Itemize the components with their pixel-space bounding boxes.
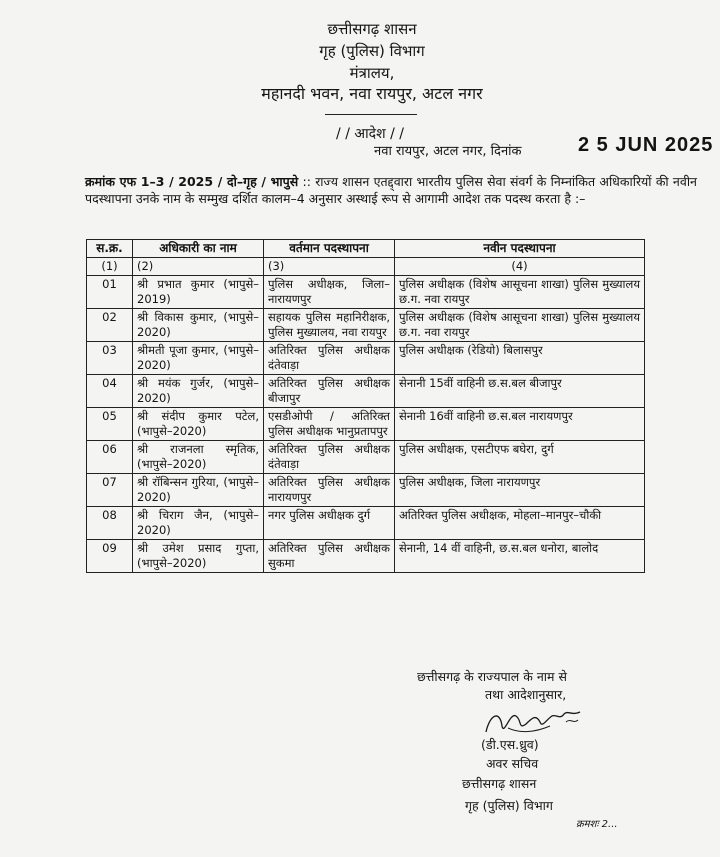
row-officer-name: श्री प्रभात कुमार (भापुसे–2019)	[133, 276, 264, 309]
department-title: गृह (पुलिस) विभाग	[319, 42, 425, 60]
table-header-row	[87, 240, 645, 258]
ministry-title: मंत्रालय,	[349, 64, 395, 82]
table-row	[87, 309, 645, 342]
table-number-row	[87, 258, 645, 276]
row-current-posting: एसडीओपी / अतिरिक्त पुलिस अधीक्षक भानुप्रतापपुर	[264, 408, 395, 441]
row-current-posting: सहायक पुलिस महानिरीक्षक, पुलिस मुख्यालय, नवा रायपुर	[264, 309, 395, 342]
header-divider	[325, 114, 417, 115]
table-row	[87, 342, 645, 375]
row-current-posting: पुलिस अधीक्षक, जिला–नारायणपुर	[264, 276, 395, 309]
row-new-posting: पुलिस अधीक्षक (विशेष आसूचना शाखा) पुलिस मुख्यालय छ.ग. नवा रायपुर	[395, 309, 645, 342]
signatory-department: गृह (पुलिस) विभाग	[465, 798, 553, 813]
table-row	[87, 474, 645, 507]
order-intro	[85, 173, 697, 207]
row-current-posting: अतिरिक्त पुलिस अधीक्षक नारायणपुर	[264, 474, 395, 507]
row-current-posting: अतिरिक्त पुलिस अधीक्षक सुकमा	[264, 540, 395, 573]
row-new-posting: अतिरिक्त पुलिस अधीक्षक, मोहला–मानपुर–चौकी	[395, 507, 645, 540]
row-sn: 09	[87, 540, 133, 573]
row-sn: 07	[87, 474, 133, 507]
col-number: (1)	[87, 258, 133, 276]
row-new-posting: पुलिस अधीक्षक (विशेष आसूचना शाखा) पुलिस मुख्यालय छ.ग. नवा रायपुर	[395, 276, 645, 309]
postings-table	[86, 239, 645, 573]
authority-line-2: तथा आदेशानुसार,	[485, 687, 567, 702]
govt-title: छत्तीसगढ़ शासन	[327, 20, 417, 38]
signatory-govt: छत्तीसगढ़ शासन	[462, 776, 537, 791]
row-officer-name: श्री चिराग जैन, (भापुसे– 2020)	[133, 507, 264, 540]
order-date-stamp: 2 5 JUN 2025	[578, 134, 714, 156]
row-sn: 05	[87, 408, 133, 441]
row-sn: 02	[87, 309, 133, 342]
col-header-sn: स.क्र.	[87, 240, 133, 258]
table-row	[87, 375, 645, 408]
table-row	[87, 276, 645, 309]
table-row	[87, 441, 645, 474]
col-number: (2)	[133, 258, 264, 276]
row-sn: 01	[87, 276, 133, 309]
row-new-posting: पुलिस अधीक्षक (रेडियो) बिलासपुर	[395, 342, 645, 375]
col-number: (3)	[264, 258, 395, 276]
order-place: नवा रायपुर, अटल नगर, दिनांक	[374, 144, 522, 159]
row-sn: 06	[87, 441, 133, 474]
row-officer-name: श्री रॉबिन्सन गुरिया, (भापुसे–2020)	[133, 474, 264, 507]
row-officer-name: श्री उमेश प्रसाद गुप्ता, (भापुसे–2020)	[133, 540, 264, 573]
table-row	[87, 507, 645, 540]
row-current-posting: अतिरिक्त पुलिस अधीक्षक दंतेवाड़ा	[264, 342, 395, 375]
table-row	[87, 408, 645, 441]
order-intro-text: :: राज्य शासन एतद्द्वारा भारतीय पुलिस सेवा संवर्ग के निम्नांकित अधिकारियों की नवीन पदस्थापना उनके नाम के सम्मुख दर्शित कालम–4 अनुसार अस्थाई रूप से आगामी आदेश तक पदस्थ करता है :–	[85, 174, 697, 206]
signatory-name: (डी.एस.ध्रुव)	[481, 737, 539, 752]
row-sn: 08	[87, 507, 133, 540]
row-new-posting: सेनानी, 14 वीं वाहिनी, छ.स.बल धनोरा, बालोद	[395, 540, 645, 573]
col-header-current: वर्तमान पदस्थापना	[264, 240, 395, 258]
col-header-name: अधिकारी का नाम	[133, 240, 264, 258]
row-officer-name: श्री संदीप कुमार पटेल, (भापुसे–2020)	[133, 408, 264, 441]
row-officer-name: श्री विकास कुमार, (भापुसे– 2020)	[133, 309, 264, 342]
row-sn: 04	[87, 375, 133, 408]
continued-note: क्रमशः 2...	[576, 819, 618, 830]
row-new-posting: सेनानी 15वीं वाहिनी छ.स.बल बीजापुर	[395, 375, 645, 408]
row-officer-name: श्रीमती पूजा कुमार, (भापुसे–2020)	[133, 342, 264, 375]
signatory-designation: अवर सचिव	[486, 756, 539, 771]
row-current-posting: अतिरिक्त पुलिस अधीक्षक बीजापुर	[264, 375, 395, 408]
col-header-new: नवीन पदस्थापना	[395, 240, 645, 258]
row-new-posting: सेनानी 16वीं वाहिनी छ.स.बल नारायणपुर	[395, 408, 645, 441]
row-current-posting: नगर पुलिस अधीक्षक दुर्ग	[264, 507, 395, 540]
table-row	[87, 540, 645, 573]
authority-line	[417, 668, 567, 704]
row-sn: 03	[87, 342, 133, 375]
address-line: महानदी भवन, नवा रायपुर, अटल नगर	[261, 84, 483, 103]
row-officer-name: श्री राजनला स्मृतिक, (भापुसे–2020)	[133, 441, 264, 474]
row-new-posting: पुलिस अधीक्षक, एसटीएफ बघेरा, दुर्ग	[395, 441, 645, 474]
col-number: (4)	[395, 258, 645, 276]
authority-line-1: छत्तीसगढ़ के राज्यपाल के नाम से	[417, 669, 567, 684]
row-officer-name: श्री मयंक गुर्जर, (भापुसे– 2020)	[133, 375, 264, 408]
row-current-posting: अतिरिक्त पुलिस अधीक्षक दंतेवाड़ा	[264, 441, 395, 474]
order-reference: क्रमांक एफ 1–3 / 2025 / दो–गृह / भापुसे	[85, 174, 299, 189]
row-new-posting: पुलिस अधीक्षक, जिला नारायणपुर	[395, 474, 645, 507]
order-title: / / आदेश / /	[336, 126, 404, 142]
